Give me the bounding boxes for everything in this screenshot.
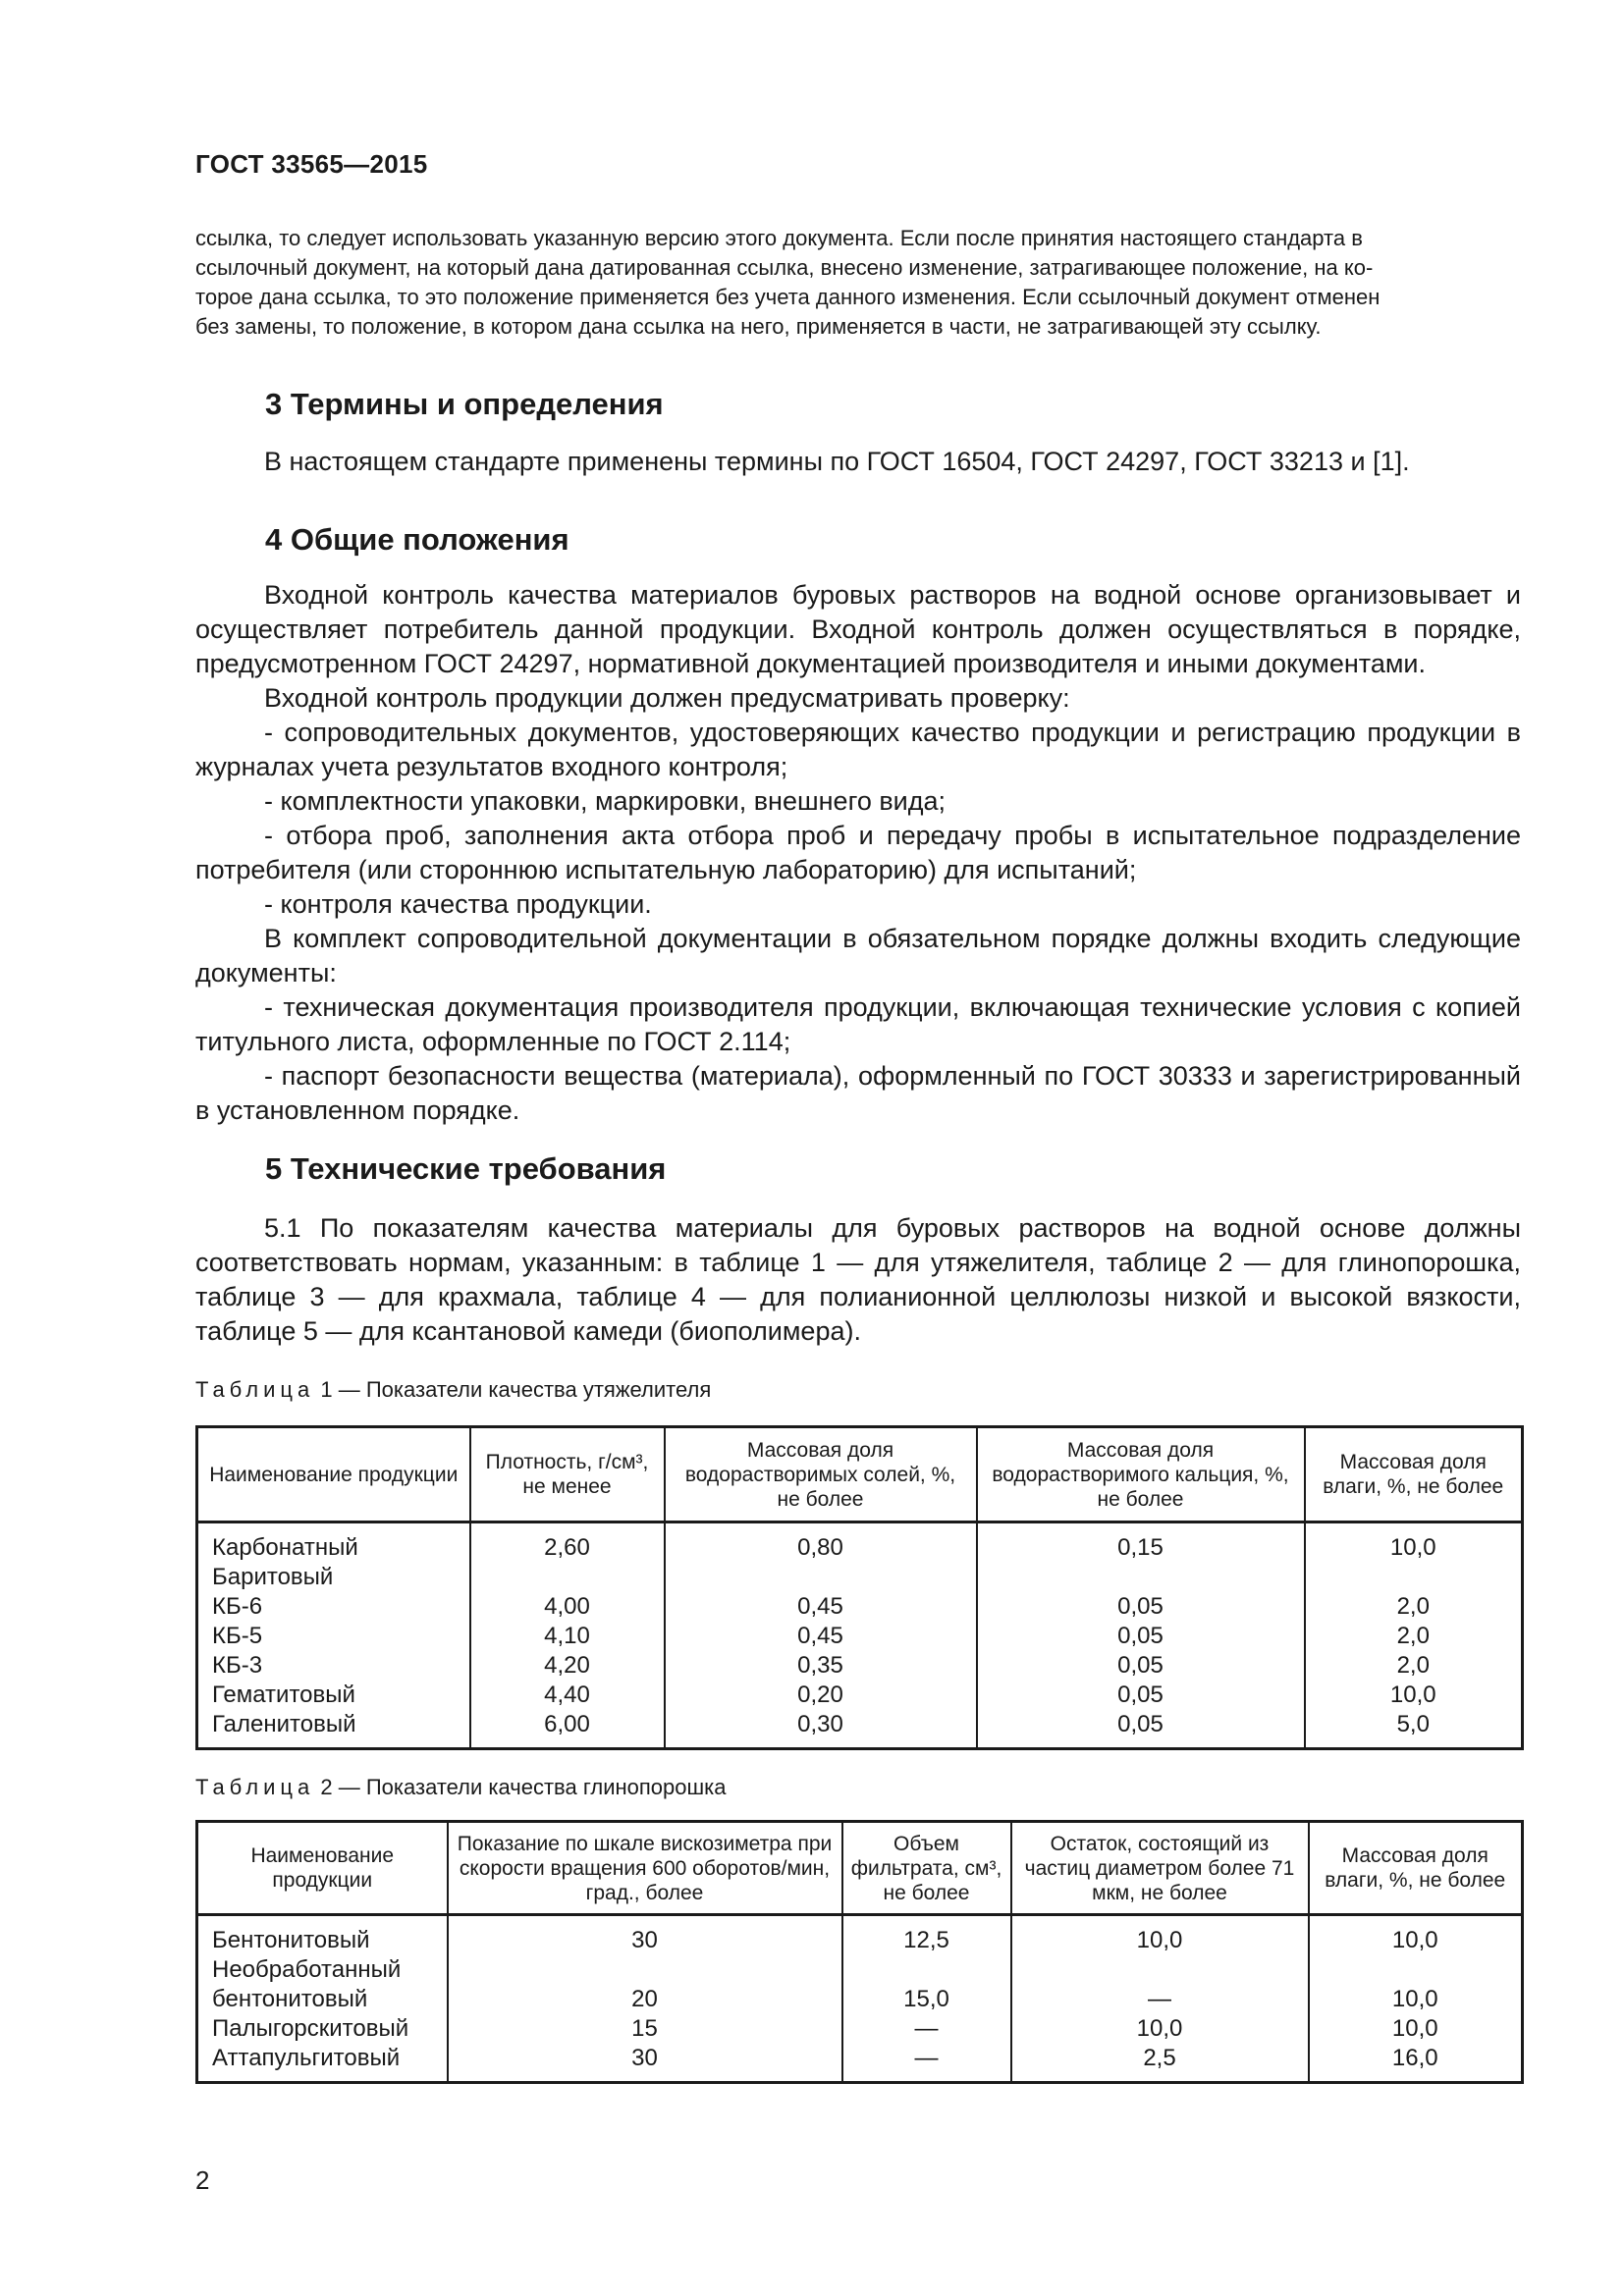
- section-5-title: 5 Технические требования: [265, 1151, 667, 1186]
- table-header-row: [197, 1822, 1523, 1915]
- table-2-caption: [195, 1775, 727, 1800]
- table-cell: КБ-5: [197, 1622, 470, 1651]
- table-cell: 2,5: [1011, 2044, 1309, 2083]
- table-cell: [665, 1563, 977, 1592]
- table-cell: 4,40: [470, 1681, 665, 1710]
- table-cell: 12,5: [842, 1915, 1011, 1956]
- table-cell: 4,10: [470, 1622, 665, 1651]
- table-header-cell: Наименование продукции: [197, 1822, 448, 1915]
- table-row: [197, 1522, 1523, 1564]
- table-cell: 2,0: [1305, 1622, 1523, 1651]
- table-cell: Баритовый: [197, 1563, 470, 1592]
- table-cell: 4,20: [470, 1651, 665, 1681]
- document-header: ГОСТ 33565—2015: [195, 149, 428, 179]
- table-cell: [977, 1563, 1305, 1592]
- continuation-line: без замены, то положение, в котором дана ссылка на него, применяется в части, не затрагивающей эту ссылку.: [195, 314, 1322, 339]
- section-4-paragraph: - контроля качества продукции.: [264, 889, 652, 919]
- table-cell: 0,30: [665, 1710, 977, 1749]
- continuation-paragraph: [195, 224, 1521, 342]
- table-cell: 0,35: [665, 1651, 977, 1681]
- table-cell: —: [842, 2014, 1011, 2044]
- table-cell: 16,0: [1309, 2044, 1523, 2083]
- table-cell: 0,45: [665, 1622, 977, 1651]
- table-cell: 10,0: [1309, 2014, 1523, 2044]
- section-5-body: [195, 1211, 1521, 1349]
- table-cell: [448, 1955, 842, 1985]
- section-4-paragraph: - паспорт безопасности вещества (материала), оформленный по ГОСТ 30333 и зарегистрированный в установленном порядке.: [195, 1061, 1521, 1125]
- table-cell: 10,0: [1309, 1985, 1523, 2014]
- table-cell: Палыгорскитовый: [197, 2014, 448, 2044]
- table-cell: 0,80: [665, 1522, 977, 1564]
- table-cell: 10,0: [1011, 1915, 1309, 1956]
- section-3-title: 3 Термины и определения: [265, 387, 664, 421]
- table-cell: —: [1011, 1985, 1309, 2014]
- table-2-caption-text: 2 — Показатели качества глинопорошка: [320, 1775, 727, 1799]
- table-cell: КБ-3: [197, 1651, 470, 1681]
- table-1-caption-word: Таблица: [195, 1377, 315, 1402]
- section-5-paragraph: 5.1 По показателям качества материалы для буровых растворов на водной основе должны соответствовать нормам, указанным: в таблице 1 — для утяжелителя, таблице 2 — для глинопорошка, таблице 3 — для крахмала, таблице 4 — для полианионной целлюлозы низкой и высокой вязкости, таблице 5 — для ксантановой камеди (биополимера).: [195, 1213, 1521, 1346]
- table-cell: [1011, 1955, 1309, 1985]
- table-row: [197, 1985, 1523, 2014]
- table-1-caption: [195, 1377, 711, 1403]
- table-cell: 2,0: [1305, 1592, 1523, 1622]
- table-cell: 20: [448, 1985, 842, 2014]
- table-cell: 10,0: [1305, 1522, 1523, 1564]
- table-row: [197, 1592, 1523, 1622]
- table-cell: 10,0: [1305, 1681, 1523, 1710]
- table-cell: 2,0: [1305, 1651, 1523, 1681]
- table-cell: Карбонатный: [197, 1522, 470, 1564]
- table-1-caption-text: 1 — Показатели качества утяжелителя: [320, 1377, 712, 1402]
- table-header-cell: Массовая доля водорастворимого кальция, %, не более: [977, 1427, 1305, 1522]
- section-3-text: В настоящем стандарте применены термины по ГОСТ 16504, ГОСТ 24297, ГОСТ 33213 и [1].: [264, 447, 1410, 476]
- table-cell: —: [842, 2044, 1011, 2083]
- table-row: [197, 2014, 1523, 2044]
- table-cell: 15: [448, 2014, 842, 2044]
- table-cell: 10,0: [1309, 1915, 1523, 1956]
- table-cell: 0,20: [665, 1681, 977, 1710]
- table-row: [197, 1915, 1523, 1956]
- table-cell: 10,0: [1011, 2014, 1309, 2044]
- section-4-paragraph: - комплектности упаковки, маркировки, внешнего вида;: [264, 786, 947, 816]
- table-header-cell: Массовая доля водорастворимых солей, %, не более: [665, 1427, 977, 1522]
- table-1: [195, 1425, 1524, 1750]
- section-4-paragraph: В комплект сопроводительной документации в обязательном порядке должны входить следующие документы:: [195, 924, 1521, 988]
- table-cell: 4,00: [470, 1592, 665, 1622]
- table-cell: 0,05: [977, 1681, 1305, 1710]
- section-4-paragraph: Входной контроль качества материалов буровых растворов на водной основе организовывает и осуществляет потребитель данной продукции. Входной контроль должен осуществляться в порядке, предусмотренном ГОСТ 24297, нормативной документацией производителя и иными документами.: [195, 580, 1521, 678]
- table-header-cell: Остаток, состоящий из частиц диаметром более 71 мкм, не более: [1011, 1822, 1309, 1915]
- continuation-line: ссылка, то следует использовать указанную версию этого документа. Если после принятия настоящего стандарта в: [195, 226, 1363, 250]
- table-cell: 0,05: [977, 1710, 1305, 1749]
- page-number: 2: [195, 2165, 210, 2195]
- table-row: [197, 1681, 1523, 1710]
- table-cell: 0,05: [977, 1592, 1305, 1622]
- table-cell: 0,05: [977, 1622, 1305, 1651]
- table-header-cell: Объем фильтрата, см³, не более: [842, 1822, 1011, 1915]
- table-header-cell: Плотность, г/см³, не менее: [470, 1427, 665, 1522]
- table-header-cell: Наименование продукции: [197, 1427, 470, 1522]
- section-4-paragraph: - отбора проб, заполнения акта отбора проб и передачу пробы в испытательное подразделение потребителя (или стороннюю испытательную лабораторию) для испытаний;: [195, 821, 1521, 884]
- continuation-line: торое дана ссылка, то это положение применяется без учета данного изменения. Если ссылочный документ отменен: [195, 285, 1380, 309]
- section-4-paragraph: - сопроводительных документов, удостоверяющих качество продукции и регистрацию продукции в журналах учета результатов входного контроля;: [195, 718, 1521, 781]
- table-cell: 0,45: [665, 1592, 977, 1622]
- table-cell: 2,60: [470, 1522, 665, 1564]
- table-cell: бентонитовый: [197, 1985, 448, 2014]
- table-row: [197, 1622, 1523, 1651]
- table-cell: 30: [448, 1915, 842, 1956]
- table-cell: Гематитовый: [197, 1681, 470, 1710]
- table-cell: 15,0: [842, 1985, 1011, 2014]
- section-4-paragraph: Входной контроль продукции должен предусматривать проверку:: [264, 683, 1070, 713]
- section-4-title: 4 Общие положения: [265, 522, 569, 557]
- table-row: [197, 2044, 1523, 2083]
- table-cell: КБ-6: [197, 1592, 470, 1622]
- table-cell: 30: [448, 2044, 842, 2083]
- table-header-cell: Массовая доля влаги, %, не более: [1305, 1427, 1523, 1522]
- table-2-caption-word: Таблица: [195, 1775, 315, 1799]
- table-cell: [842, 1955, 1011, 1985]
- table-cell: [470, 1563, 665, 1592]
- table-header-cell: Массовая доля влаги, %, не более: [1309, 1822, 1523, 1915]
- continuation-line: ссылочный документ, на который дана датированная ссылка, внесено изменение, затрагивающее положение, на ко-: [195, 255, 1374, 280]
- table-header-row: [197, 1427, 1523, 1522]
- table-header-cell: Показание по шкале вискозиметра при скорости вращения 600 оборотов/мин, град., более: [448, 1822, 842, 1915]
- table-cell: [1305, 1563, 1523, 1592]
- table-row: [197, 1651, 1523, 1681]
- table-row: [197, 1955, 1523, 1985]
- table-cell: Аттапульгитовый: [197, 2044, 448, 2083]
- table-2: [195, 1820, 1524, 2084]
- table-cell: 0,15: [977, 1522, 1305, 1564]
- section-4-body: [195, 578, 1521, 1128]
- table-cell: [1309, 1955, 1523, 1985]
- table-cell: Бентонитовый: [197, 1915, 448, 1956]
- table-cell: Галенитовый: [197, 1710, 470, 1749]
- table-cell: Необработанный: [197, 1955, 448, 1985]
- section-4-paragraph: - техническая документация производителя продукции, включающая технические условия с копией титульного листа, оформленные по ГОСТ 2.114;: [195, 992, 1521, 1056]
- table-row: [197, 1563, 1523, 1592]
- table-cell: 0,05: [977, 1651, 1305, 1681]
- table-cell: 6,00: [470, 1710, 665, 1749]
- table-cell: 5,0: [1305, 1710, 1523, 1749]
- table-row: [197, 1710, 1523, 1749]
- section-3-body: [195, 445, 1521, 479]
